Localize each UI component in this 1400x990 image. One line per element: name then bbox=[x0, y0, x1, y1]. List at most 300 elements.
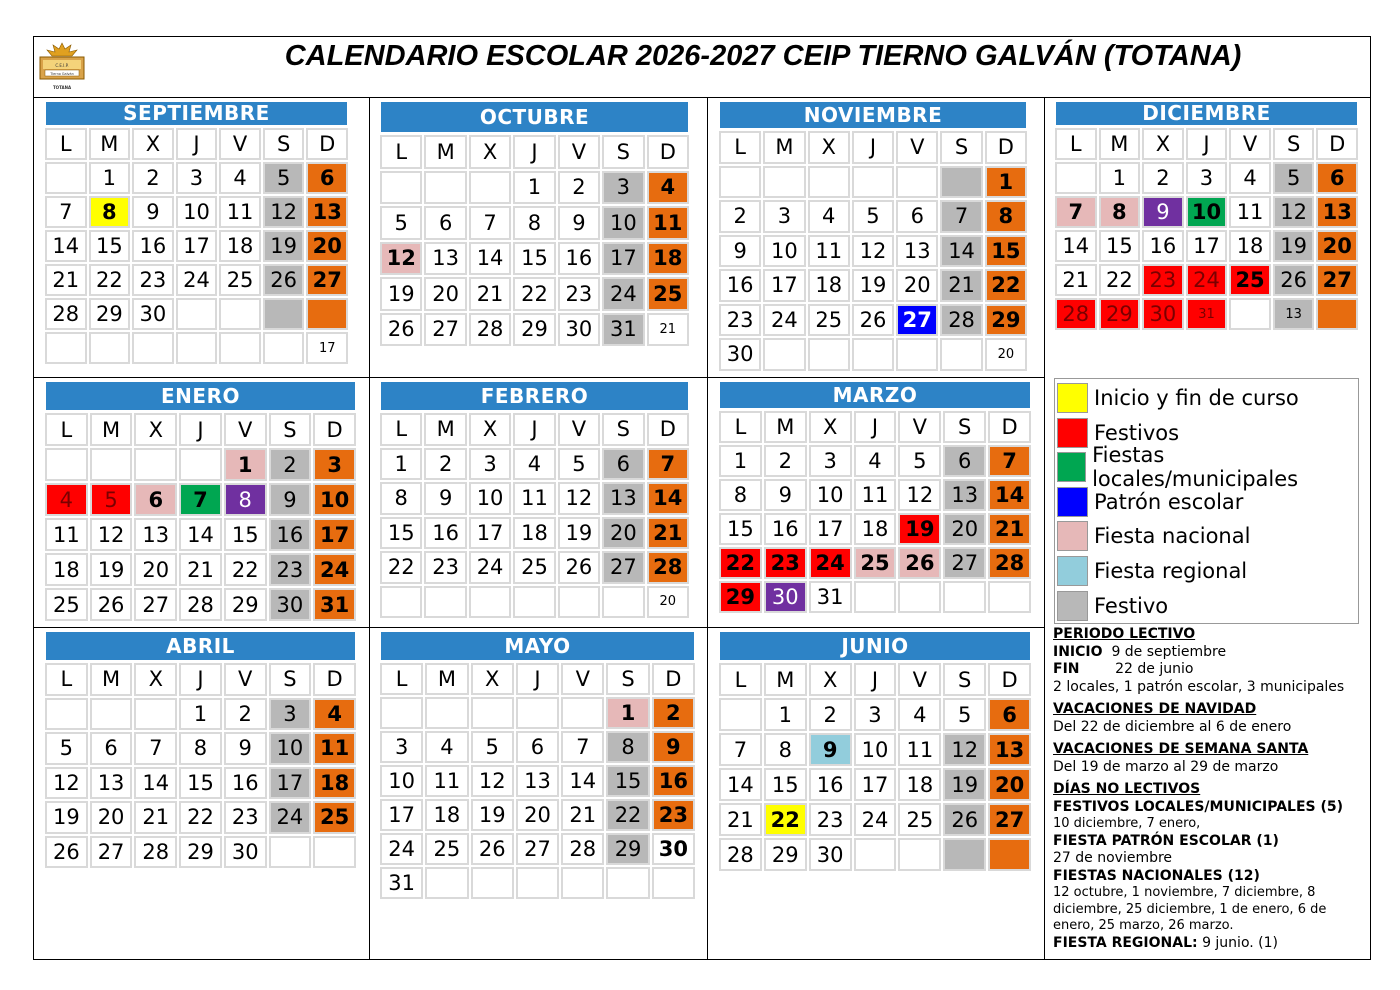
day-cell: 23 bbox=[1142, 264, 1184, 296]
day-cell: 26 bbox=[471, 833, 514, 865]
logo-text-top: C.E.I.P. bbox=[55, 63, 69, 68]
empty-cell bbox=[988, 838, 1031, 871]
legend-label: Festivos bbox=[1094, 420, 1180, 445]
day-cell: 3 bbox=[809, 445, 852, 477]
month-junio bbox=[718, 630, 1032, 872]
day-cell: 29 bbox=[985, 304, 1027, 337]
day-cell: 26 bbox=[90, 588, 133, 621]
empty-cell bbox=[471, 867, 514, 899]
day-cell: 29 bbox=[606, 833, 649, 865]
legend-swatch bbox=[1057, 418, 1088, 448]
day-cell: 9 bbox=[719, 235, 761, 268]
day-cell: 4 bbox=[45, 483, 88, 516]
empty-cell bbox=[516, 867, 559, 899]
regional-heading: FIESTA REGIONAL: bbox=[1053, 934, 1198, 951]
day-cell: 11 bbox=[45, 518, 88, 551]
legend-label: Fiesta nacional bbox=[1094, 524, 1251, 549]
day-cell: 13 bbox=[1316, 196, 1358, 228]
weekday-header: D bbox=[988, 411, 1031, 443]
weekday-header: L bbox=[719, 663, 762, 696]
month-mayo bbox=[379, 630, 696, 900]
empty-cell bbox=[558, 586, 600, 619]
day-cell: 4 bbox=[898, 698, 941, 731]
day-cell: 29 bbox=[719, 581, 762, 613]
day-cell: 18 bbox=[219, 230, 261, 262]
day-cell: 25 bbox=[647, 277, 689, 311]
empty-cell bbox=[90, 448, 133, 481]
day-cell: 17 bbox=[854, 768, 897, 801]
day-cell: 6 bbox=[90, 732, 133, 765]
day-cell: 27 bbox=[134, 588, 177, 621]
day-cell: 13 bbox=[424, 242, 466, 276]
day-cell: 20 bbox=[306, 230, 348, 262]
day-cell: 9 bbox=[132, 196, 174, 228]
day-cell: 20 bbox=[90, 801, 133, 834]
day-cell: 31 bbox=[809, 581, 852, 613]
empty-cell bbox=[263, 332, 305, 364]
day-cell: 30 bbox=[132, 298, 174, 330]
day-cell: 5 bbox=[558, 448, 600, 481]
empty-cell bbox=[652, 867, 695, 899]
school-logo-icon bbox=[35, 39, 89, 95]
empty-cell bbox=[561, 867, 604, 899]
weekday-header: S bbox=[943, 663, 986, 696]
day-cell: 25 bbox=[425, 833, 468, 865]
month-diciembre bbox=[1054, 100, 1359, 331]
summary-line: 2 locales, 1 patrón escolar, 3 municipales bbox=[1053, 678, 1345, 695]
weekday-header: L bbox=[45, 128, 87, 160]
day-cell: 14 bbox=[988, 479, 1031, 511]
weekday-header: S bbox=[269, 663, 312, 696]
weekday-header: L bbox=[719, 131, 761, 164]
empty-cell bbox=[719, 698, 762, 731]
day-cell: 16 bbox=[764, 513, 807, 545]
empty-cell bbox=[469, 586, 511, 619]
day-cell: 6 bbox=[306, 162, 348, 194]
month-grid bbox=[44, 127, 349, 365]
legend-label: Inicio y fin de curso bbox=[1094, 386, 1299, 410]
day-cell: 22 bbox=[719, 547, 762, 579]
day-cell: 7 bbox=[134, 732, 177, 765]
day-cell: 13 bbox=[943, 479, 986, 511]
day-cell: 16 bbox=[224, 767, 267, 800]
month-grid bbox=[718, 410, 1032, 614]
divider bbox=[369, 98, 370, 960]
day-cell: 5 bbox=[380, 206, 422, 240]
day-cell: 21 bbox=[1055, 264, 1097, 296]
empty-cell bbox=[263, 298, 305, 330]
weekday-header: X bbox=[134, 413, 177, 446]
weekday-header: J bbox=[1186, 128, 1228, 160]
day-cell: 5 bbox=[852, 200, 894, 233]
locales-value: 10 diciembre, 7 enero, bbox=[1053, 816, 1201, 831]
day-cell: 29 bbox=[1099, 298, 1141, 330]
day-cell: 4 bbox=[313, 698, 356, 731]
empty-cell bbox=[471, 697, 514, 729]
empty-cell bbox=[134, 698, 177, 731]
day-cell: 22 bbox=[89, 264, 131, 296]
santa-value: Del 19 de marzo al 29 de marzo bbox=[1053, 758, 1279, 775]
nacionales-heading: FIESTAS NACIONALES (12) bbox=[1053, 867, 1260, 884]
divider bbox=[707, 98, 708, 960]
day-cell: 17 bbox=[809, 513, 852, 545]
weekday-header: S bbox=[943, 411, 986, 443]
day-cell: 15 bbox=[606, 765, 649, 797]
day-cell: 26 bbox=[898, 547, 941, 579]
day-cell: 20 bbox=[647, 586, 689, 619]
empty-cell bbox=[940, 166, 982, 199]
day-cell: 1 bbox=[89, 162, 131, 194]
day-cell: 16 bbox=[719, 269, 761, 302]
header bbox=[33, 36, 1371, 98]
empty-cell bbox=[469, 171, 511, 205]
day-cell: 24 bbox=[313, 553, 356, 586]
day-cell: 2 bbox=[764, 445, 807, 477]
day-cell: 4 bbox=[808, 200, 850, 233]
day-cell: 7 bbox=[469, 206, 511, 240]
day-cell: 30 bbox=[224, 836, 267, 869]
fin-line bbox=[1053, 661, 1371, 679]
day-cell: 15 bbox=[380, 517, 422, 550]
day-cell: 7 bbox=[561, 731, 604, 763]
day-cell: 7 bbox=[719, 733, 762, 766]
legend-item bbox=[1057, 555, 1247, 587]
day-cell: 17 bbox=[380, 799, 423, 831]
day-cell: 10 bbox=[763, 235, 805, 268]
info-panel bbox=[1053, 626, 1371, 952]
day-cell: 16 bbox=[1142, 230, 1184, 262]
weekday-header: X bbox=[469, 413, 511, 446]
month-enero bbox=[44, 380, 357, 622]
legend-label: Patrón escolar bbox=[1094, 489, 1244, 514]
day-cell: 13 bbox=[1273, 298, 1315, 330]
day-cell: 26 bbox=[852, 304, 894, 337]
day-cell: 9 bbox=[764, 479, 807, 511]
weekday-header: J bbox=[852, 131, 894, 164]
day-cell: 24 bbox=[469, 551, 511, 584]
weekday-header: D bbox=[313, 413, 356, 446]
weekday-header: S bbox=[602, 135, 644, 169]
legend-swatch bbox=[1057, 556, 1088, 586]
day-cell: 1 bbox=[224, 448, 267, 481]
empty-cell bbox=[602, 586, 644, 619]
day-cell: 15 bbox=[764, 768, 807, 801]
empty-cell bbox=[380, 697, 423, 729]
day-cell: 27 bbox=[943, 547, 986, 579]
weekday-header: J bbox=[513, 413, 555, 446]
day-cell: 17 bbox=[176, 230, 218, 262]
day-cell: 13 bbox=[896, 235, 938, 268]
day-cell: 8 bbox=[764, 733, 807, 766]
day-cell: 2 bbox=[269, 448, 312, 481]
day-cell: 12 bbox=[852, 235, 894, 268]
day-cell: 16 bbox=[809, 768, 852, 801]
day-cell: 8 bbox=[89, 196, 131, 228]
patron-heading: FIESTA PATRÓN ESCOLAR (1) bbox=[1053, 832, 1279, 849]
day-cell: 20 bbox=[943, 513, 986, 545]
day-cell: 15 bbox=[1099, 230, 1141, 262]
day-cell: 25 bbox=[898, 803, 941, 836]
day-cell: 23 bbox=[132, 264, 174, 296]
empty-cell bbox=[516, 697, 559, 729]
day-cell: 12 bbox=[45, 767, 88, 800]
day-cell: 22 bbox=[380, 551, 422, 584]
legend-label: Fiesta regional bbox=[1094, 559, 1248, 583]
page-title: CALENDARIO ESCOLAR 2026-2027 CEIP TIERNO GALVÁN (TOTANA) bbox=[284, 40, 1242, 72]
day-cell: 28 bbox=[988, 547, 1031, 579]
month-title: JUNIO bbox=[718, 630, 1032, 662]
day-cell: 27 bbox=[602, 551, 644, 584]
day-cell: 15 bbox=[89, 230, 131, 262]
day-cell: 10 bbox=[469, 482, 511, 515]
legend bbox=[1054, 378, 1359, 624]
month-grid bbox=[718, 662, 1032, 872]
month-abril bbox=[44, 630, 357, 869]
weekday-header: D bbox=[313, 663, 356, 696]
day-cell: 18 bbox=[313, 767, 356, 800]
day-cell: 8 bbox=[606, 731, 649, 763]
day-cell: 4 bbox=[513, 448, 555, 481]
logo-text-mid: Tierno Galván bbox=[50, 72, 74, 76]
day-cell: 15 bbox=[179, 767, 222, 800]
patron-value: 27 de noviembre bbox=[1053, 850, 1173, 866]
day-cell: 12 bbox=[380, 242, 422, 276]
month-grid bbox=[44, 662, 357, 869]
day-cell: 28 bbox=[469, 313, 511, 347]
weekday-header: M bbox=[425, 663, 468, 695]
day-cell: 8 bbox=[985, 200, 1027, 233]
day-cell: 14 bbox=[561, 765, 604, 797]
weekday-header: V bbox=[898, 411, 941, 443]
day-cell: 26 bbox=[943, 803, 986, 836]
day-cell: 19 bbox=[380, 277, 422, 311]
day-cell: 18 bbox=[854, 513, 897, 545]
day-cell: 18 bbox=[425, 799, 468, 831]
month-title: ABRIL bbox=[44, 630, 357, 662]
day-cell: 29 bbox=[179, 836, 222, 869]
day-cell: 11 bbox=[219, 196, 261, 228]
empty-cell bbox=[808, 166, 850, 199]
day-cell: 2 bbox=[1142, 162, 1184, 194]
day-cell: 6 bbox=[516, 731, 559, 763]
day-cell: 6 bbox=[943, 445, 986, 477]
weekday-header: M bbox=[424, 135, 466, 169]
day-cell: 27 bbox=[424, 313, 466, 347]
day-cell: 3 bbox=[602, 171, 644, 205]
empty-cell bbox=[940, 338, 982, 371]
day-cell: 26 bbox=[380, 313, 422, 347]
day-cell: 25 bbox=[45, 588, 88, 621]
weekday-header: L bbox=[719, 411, 762, 443]
day-cell: 20 bbox=[1316, 230, 1358, 262]
day-cell: 1 bbox=[1099, 162, 1141, 194]
day-cell: 31 bbox=[1186, 298, 1228, 330]
empty-cell bbox=[943, 581, 986, 613]
day-cell: 24 bbox=[602, 277, 644, 311]
weekday-header: L bbox=[1055, 128, 1097, 160]
empty-cell bbox=[179, 448, 222, 481]
day-cell: 22 bbox=[764, 803, 807, 836]
empty-cell bbox=[1316, 298, 1358, 330]
month-noviembre bbox=[718, 100, 1028, 372]
empty-cell bbox=[854, 838, 897, 871]
day-cell: 8 bbox=[719, 479, 762, 511]
weekday-header: M bbox=[764, 663, 807, 696]
day-cell: 11 bbox=[808, 235, 850, 268]
weekday-header: L bbox=[380, 135, 422, 169]
month-febrero bbox=[379, 380, 690, 619]
day-cell: 5 bbox=[1273, 162, 1315, 194]
weekday-header: J bbox=[854, 663, 897, 696]
day-cell: 5 bbox=[943, 698, 986, 731]
legend-item bbox=[1057, 382, 1299, 414]
day-cell: 24 bbox=[380, 833, 423, 865]
empty-cell bbox=[763, 338, 805, 371]
day-cell: 11 bbox=[854, 479, 897, 511]
empty-cell bbox=[219, 298, 261, 330]
day-cell: 29 bbox=[89, 298, 131, 330]
day-cell: 18 bbox=[45, 553, 88, 586]
day-cell: 6 bbox=[424, 206, 466, 240]
weekday-header: S bbox=[269, 413, 312, 446]
inicio-label: INICIO bbox=[1053, 643, 1103, 660]
legend-item bbox=[1057, 486, 1243, 518]
month-marzo bbox=[718, 380, 1032, 614]
day-cell: 8 bbox=[224, 483, 267, 516]
day-cell: 30 bbox=[558, 313, 600, 347]
regional-line bbox=[1053, 935, 1371, 953]
day-cell: 19 bbox=[852, 269, 894, 302]
day-cell: 14 bbox=[45, 230, 87, 262]
empty-cell bbox=[45, 332, 87, 364]
day-cell: 10 bbox=[269, 732, 312, 765]
weekday-header: J bbox=[176, 128, 218, 160]
day-cell: 5 bbox=[471, 731, 514, 763]
day-cell: 18 bbox=[808, 269, 850, 302]
day-cell: 22 bbox=[606, 799, 649, 831]
day-cell: 4 bbox=[219, 162, 261, 194]
day-cell: 21 bbox=[469, 277, 511, 311]
day-cell: 27 bbox=[896, 304, 938, 337]
day-cell: 6 bbox=[896, 200, 938, 233]
empty-cell bbox=[988, 581, 1031, 613]
day-cell: 8 bbox=[380, 482, 422, 515]
empty-cell bbox=[1229, 298, 1271, 330]
weekday-header: X bbox=[809, 411, 852, 443]
weekday-header: X bbox=[809, 663, 852, 696]
day-cell: 11 bbox=[1229, 196, 1271, 228]
weekday-header: X bbox=[471, 663, 514, 695]
day-cell: 23 bbox=[719, 304, 761, 337]
divider bbox=[33, 627, 1044, 628]
locales-heading: FESTIVOS LOCALES/MUNICIPALES (5) bbox=[1053, 798, 1344, 815]
day-cell: 14 bbox=[1055, 230, 1097, 262]
weekday-header: V bbox=[561, 663, 604, 695]
day-cell: 21 bbox=[45, 264, 87, 296]
legend-swatch bbox=[1057, 591, 1088, 621]
weekday-header: V bbox=[224, 413, 267, 446]
month-title: OCTUBRE bbox=[379, 100, 690, 134]
empty-cell bbox=[719, 166, 761, 199]
logo-text-bottom: TOTANA bbox=[52, 85, 72, 90]
day-cell: 14 bbox=[719, 768, 762, 801]
day-cell: 16 bbox=[424, 517, 466, 550]
day-cell: 17 bbox=[602, 242, 644, 276]
day-cell: 1 bbox=[985, 166, 1027, 199]
weekday-header: V bbox=[898, 663, 941, 696]
day-cell: 9 bbox=[652, 731, 695, 763]
empty-cell bbox=[269, 836, 312, 869]
day-cell: 12 bbox=[558, 482, 600, 515]
weekday-header: S bbox=[263, 128, 305, 160]
weekday-header: S bbox=[602, 413, 644, 446]
empty-cell bbox=[896, 338, 938, 371]
day-cell: 19 bbox=[1273, 230, 1315, 262]
day-cell: 4 bbox=[647, 171, 689, 205]
empty-cell bbox=[45, 448, 88, 481]
day-cell: 30 bbox=[1142, 298, 1184, 330]
empty-cell bbox=[424, 586, 466, 619]
weekday-header: V bbox=[1229, 128, 1271, 160]
day-cell: 23 bbox=[558, 277, 600, 311]
weekday-header: J bbox=[513, 135, 555, 169]
day-cell: 20 bbox=[424, 277, 466, 311]
month-grid bbox=[379, 662, 696, 900]
day-cell: 9 bbox=[269, 483, 312, 516]
month-title: SEPTIEMBRE bbox=[44, 100, 349, 127]
empty-cell bbox=[45, 698, 88, 731]
day-cell: 19 bbox=[558, 517, 600, 550]
empty-cell bbox=[763, 166, 805, 199]
month-title: MARZO bbox=[718, 380, 1032, 410]
day-cell: 23 bbox=[424, 551, 466, 584]
day-cell: 30 bbox=[809, 838, 852, 871]
day-cell: 25 bbox=[313, 801, 356, 834]
legend-item bbox=[1057, 443, 1358, 492]
day-cell: 13 bbox=[988, 733, 1031, 766]
month-octubre bbox=[379, 100, 690, 347]
day-cell: 15 bbox=[719, 513, 762, 545]
fin-label: FIN bbox=[1053, 661, 1080, 677]
day-cell: 5 bbox=[898, 445, 941, 477]
periodo-heading: PERIODO LECTIVO bbox=[1053, 626, 1196, 642]
weekday-header: M bbox=[1099, 128, 1141, 160]
weekday-header: X bbox=[808, 131, 850, 164]
day-cell: 10 bbox=[854, 733, 897, 766]
day-cell: 26 bbox=[45, 836, 88, 869]
regional-value: 9 junio. (1) bbox=[1202, 934, 1278, 951]
month-grid bbox=[44, 412, 357, 622]
weekday-header: S bbox=[940, 131, 982, 164]
empty-cell bbox=[513, 586, 555, 619]
day-cell: 2 bbox=[652, 697, 695, 729]
day-cell: 11 bbox=[313, 732, 356, 765]
day-cell: 28 bbox=[647, 551, 689, 584]
day-cell: 9 bbox=[558, 206, 600, 240]
weekday-header: M bbox=[90, 413, 133, 446]
day-cell: 30 bbox=[652, 833, 695, 865]
day-cell: 28 bbox=[1055, 298, 1097, 330]
day-cell: 16 bbox=[558, 242, 600, 276]
day-cell: 27 bbox=[90, 836, 133, 869]
day-cell: 6 bbox=[134, 483, 177, 516]
month-grid bbox=[718, 130, 1028, 372]
day-cell: 14 bbox=[134, 767, 177, 800]
navidad-value: Del 22 de diciembre al 6 de enero bbox=[1053, 718, 1292, 735]
fin-value: 22 de junio bbox=[1115, 661, 1194, 677]
empty-cell bbox=[898, 581, 941, 613]
day-cell: 4 bbox=[425, 731, 468, 763]
